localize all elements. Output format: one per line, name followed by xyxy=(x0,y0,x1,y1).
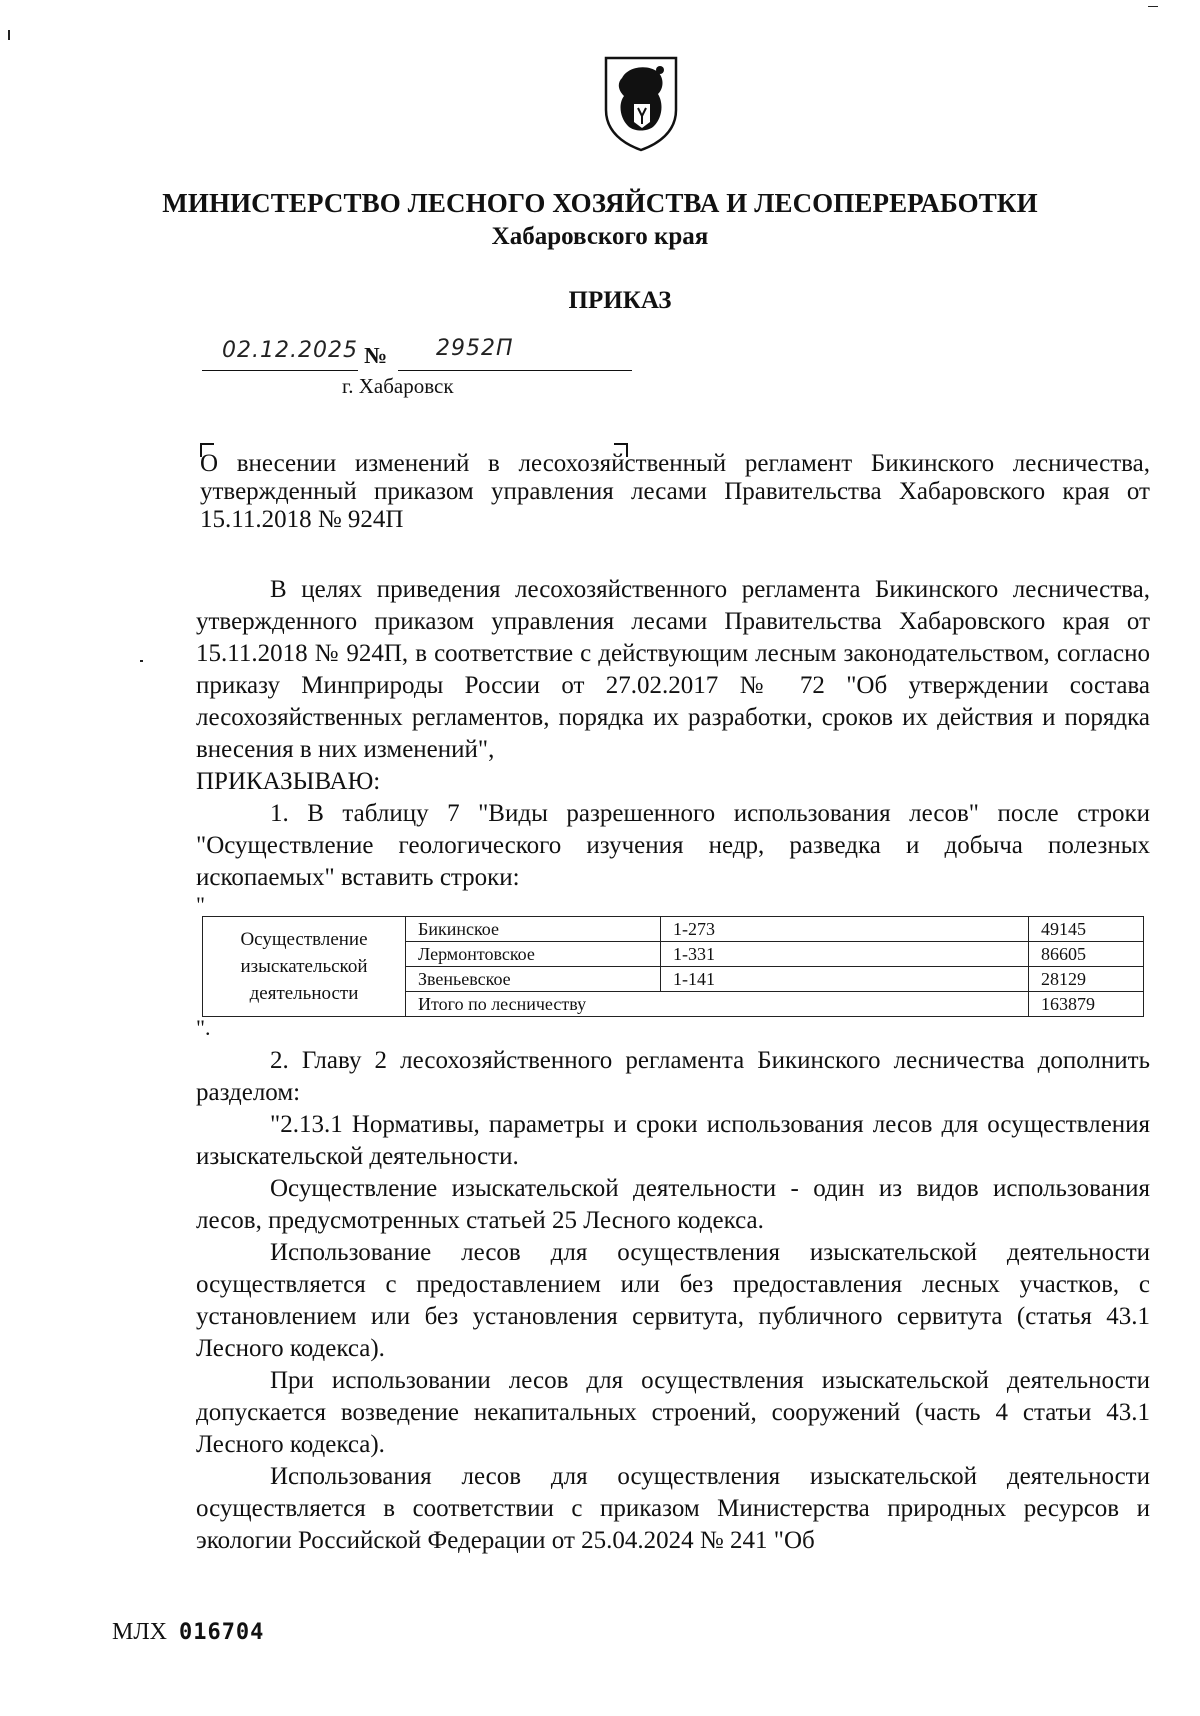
order-body xyxy=(196,574,1150,1557)
forest-use-table xyxy=(202,916,1144,1017)
forestry-cell: Звеньевское xyxy=(406,967,661,992)
date-underline xyxy=(202,370,358,371)
item-2: 2. Главу 2 лесохозяйственного регламента Бикинского лесничества дополнить разделом: xyxy=(196,1047,1150,1106)
table-row xyxy=(203,917,1144,942)
table-quote-open: " xyxy=(196,892,205,917)
city: г. Хабаровск xyxy=(342,374,454,398)
series-label: МЛХ xyxy=(112,1619,167,1645)
quarters-cell: 1-141 xyxy=(661,967,1029,992)
area-cell: 28129 xyxy=(1029,967,1144,992)
activity-cell: Осуществление изыскательской деятельности xyxy=(203,917,406,1017)
ministry-name: МИНИСТЕРСТВО ЛЕСНОГО ХОЗЯЙСТВА И ЛЕСОПЕРЕРАБОТКИ xyxy=(162,188,1038,218)
quarters-cell: 1-331 xyxy=(661,942,1029,967)
area-cell: 49145 xyxy=(1029,917,1144,942)
number-sign: № xyxy=(364,343,388,368)
document-type-title: ПРИКАЗ xyxy=(568,287,672,314)
series-code: 016704 xyxy=(178,1620,265,1645)
number-underline xyxy=(398,370,632,371)
item-1: 1. В таблицу 7 "Виды разрешенного использования лесов" после строки "Осуществление геологического изучения недр, разведка и добыча полезных ископаемых" вставить строки: xyxy=(196,800,1150,891)
coat-of-arms-emblem xyxy=(598,52,684,152)
ministry-region: Хабаровского края xyxy=(491,223,709,250)
table-quote-close: ". xyxy=(196,1015,211,1040)
order-subject: О внесении изменений в лесохозяйственный регламент Бикинского лесничества, утвержденный приказом управления лесами Правительства Хабаровского края от 15.11.2018 № 924П xyxy=(200,450,1150,533)
forestry-cell: Бикинское xyxy=(406,917,661,942)
order-date: 02.12.2025 xyxy=(222,338,358,363)
paragraph-1: Осуществление изыскательской деятельности - один из видов использования лесов, предусмотренных статьей 25 Лесного кодекса. xyxy=(196,1175,1150,1234)
area-cell: 86605 xyxy=(1029,942,1144,967)
form-series xyxy=(112,1617,264,1648)
paragraph-2: Использование лесов для осуществления изыскательской деятельности осуществляется с предоставлением или без предоставления лесных участков, с установлением или без установления сервитута, публичного сервитута (статья 43.1 Лесного кодекса). xyxy=(196,1239,1150,1362)
intro-paragraph: В целях приведения лесохозяйственного регламента Бикинского лесничества, утвержденного приказом управления лесами Правительства Хабаровского края от 15.11.2018 № 924П, в соответствие с действующим лесным законодательством, согласно приказу Минприроды России от 27.02.2017 № 72 "Об утверждении состава лесохозяйственных регламентов, порядка их разработки, сроков их действия и порядка внесения в них изменений", xyxy=(196,576,1150,763)
scan-speck xyxy=(140,660,143,662)
total-label-cell: Итого по лесничеству xyxy=(406,992,1029,1017)
order-number: 2952П xyxy=(436,336,514,361)
order-word: ПРИКАЗЫВАЮ: xyxy=(196,768,381,795)
section-title: "2.13.1 Нормативы, параметры и сроки использования лесов для осуществления изыскательской деятельности. xyxy=(196,1111,1150,1170)
scan-speck xyxy=(1148,6,1158,7)
paragraph-3: При использовании лесов для осуществления изыскательской деятельности допускается возведение некапитальных строений, сооружений (часть 4 статьи 43.1 Лесного кодекса). xyxy=(196,1367,1150,1458)
scan-speck xyxy=(8,30,10,40)
quarters-cell: 1-273 xyxy=(661,917,1029,942)
total-area-cell: 163879 xyxy=(1029,992,1144,1017)
forestry-cell: Лермонтовское xyxy=(406,942,661,967)
paragraph-4: Использования лесов для осуществления изыскательской деятельности осуществляется в соответствии с приказом Министерства природных ресурсов и экологии Российской Федерации от 25.04.2024 № 241 "Об xyxy=(196,1463,1150,1554)
